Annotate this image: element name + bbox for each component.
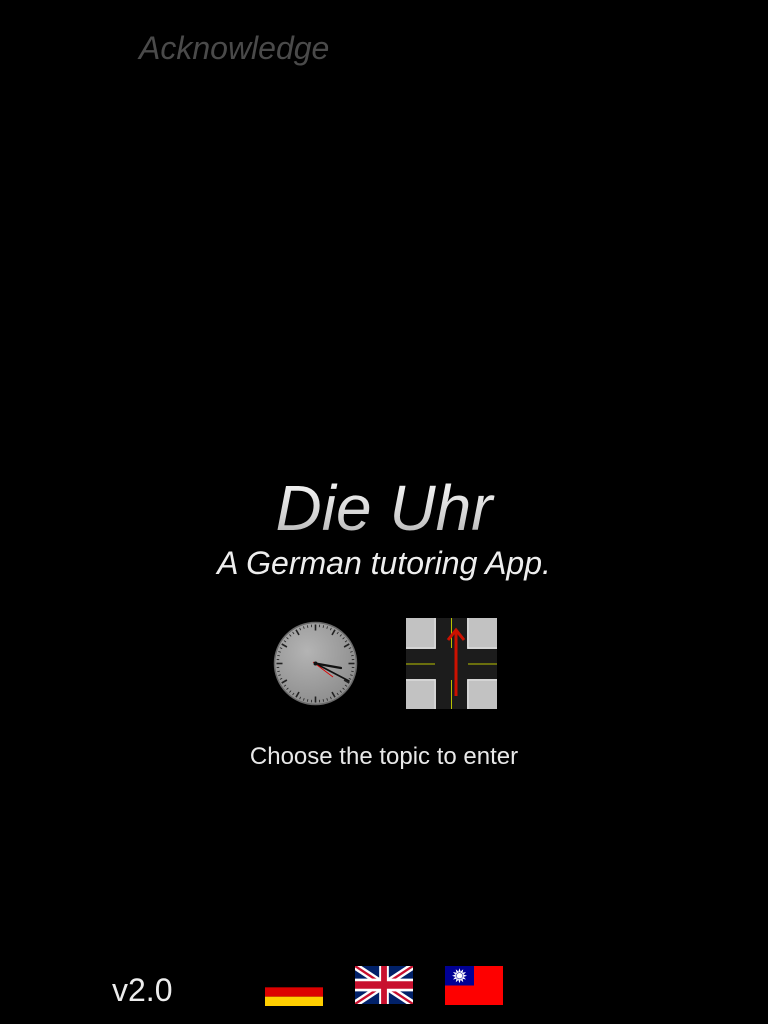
directions-topic-button[interactable]: [406, 618, 497, 709]
clock-topic-button[interactable]: [273, 621, 358, 706]
clock-tick: [351, 671, 353, 672]
clock-tick: [307, 625, 308, 627]
clock-tick: [277, 655, 279, 656]
language-german-button[interactable]: [265, 978, 323, 1006]
clock-tick: [323, 699, 324, 701]
crossroad-icon: [406, 618, 497, 709]
acknowledge-link[interactable]: Acknowledge: [139, 30, 330, 66]
clock-tick: [307, 699, 308, 701]
clock-tick: [323, 625, 324, 627]
app-subtitle: A German tutoring App.: [217, 545, 551, 581]
taiwan-flag-icon: [445, 966, 503, 1005]
clock-tick: [277, 671, 279, 672]
version-label: v2.0: [112, 972, 173, 1008]
clock-tick: [351, 655, 353, 656]
language-english-button[interactable]: [355, 966, 413, 1004]
clock-icon: [273, 621, 358, 706]
germany-flag-icon: [265, 978, 323, 1006]
topic-prompt: Choose the topic to enter: [249, 743, 519, 770]
language-chinese-button[interactable]: [445, 966, 503, 1005]
app-title: Die Uhr: [0, 470, 768, 546]
uk-flag-icon: [355, 966, 413, 1004]
